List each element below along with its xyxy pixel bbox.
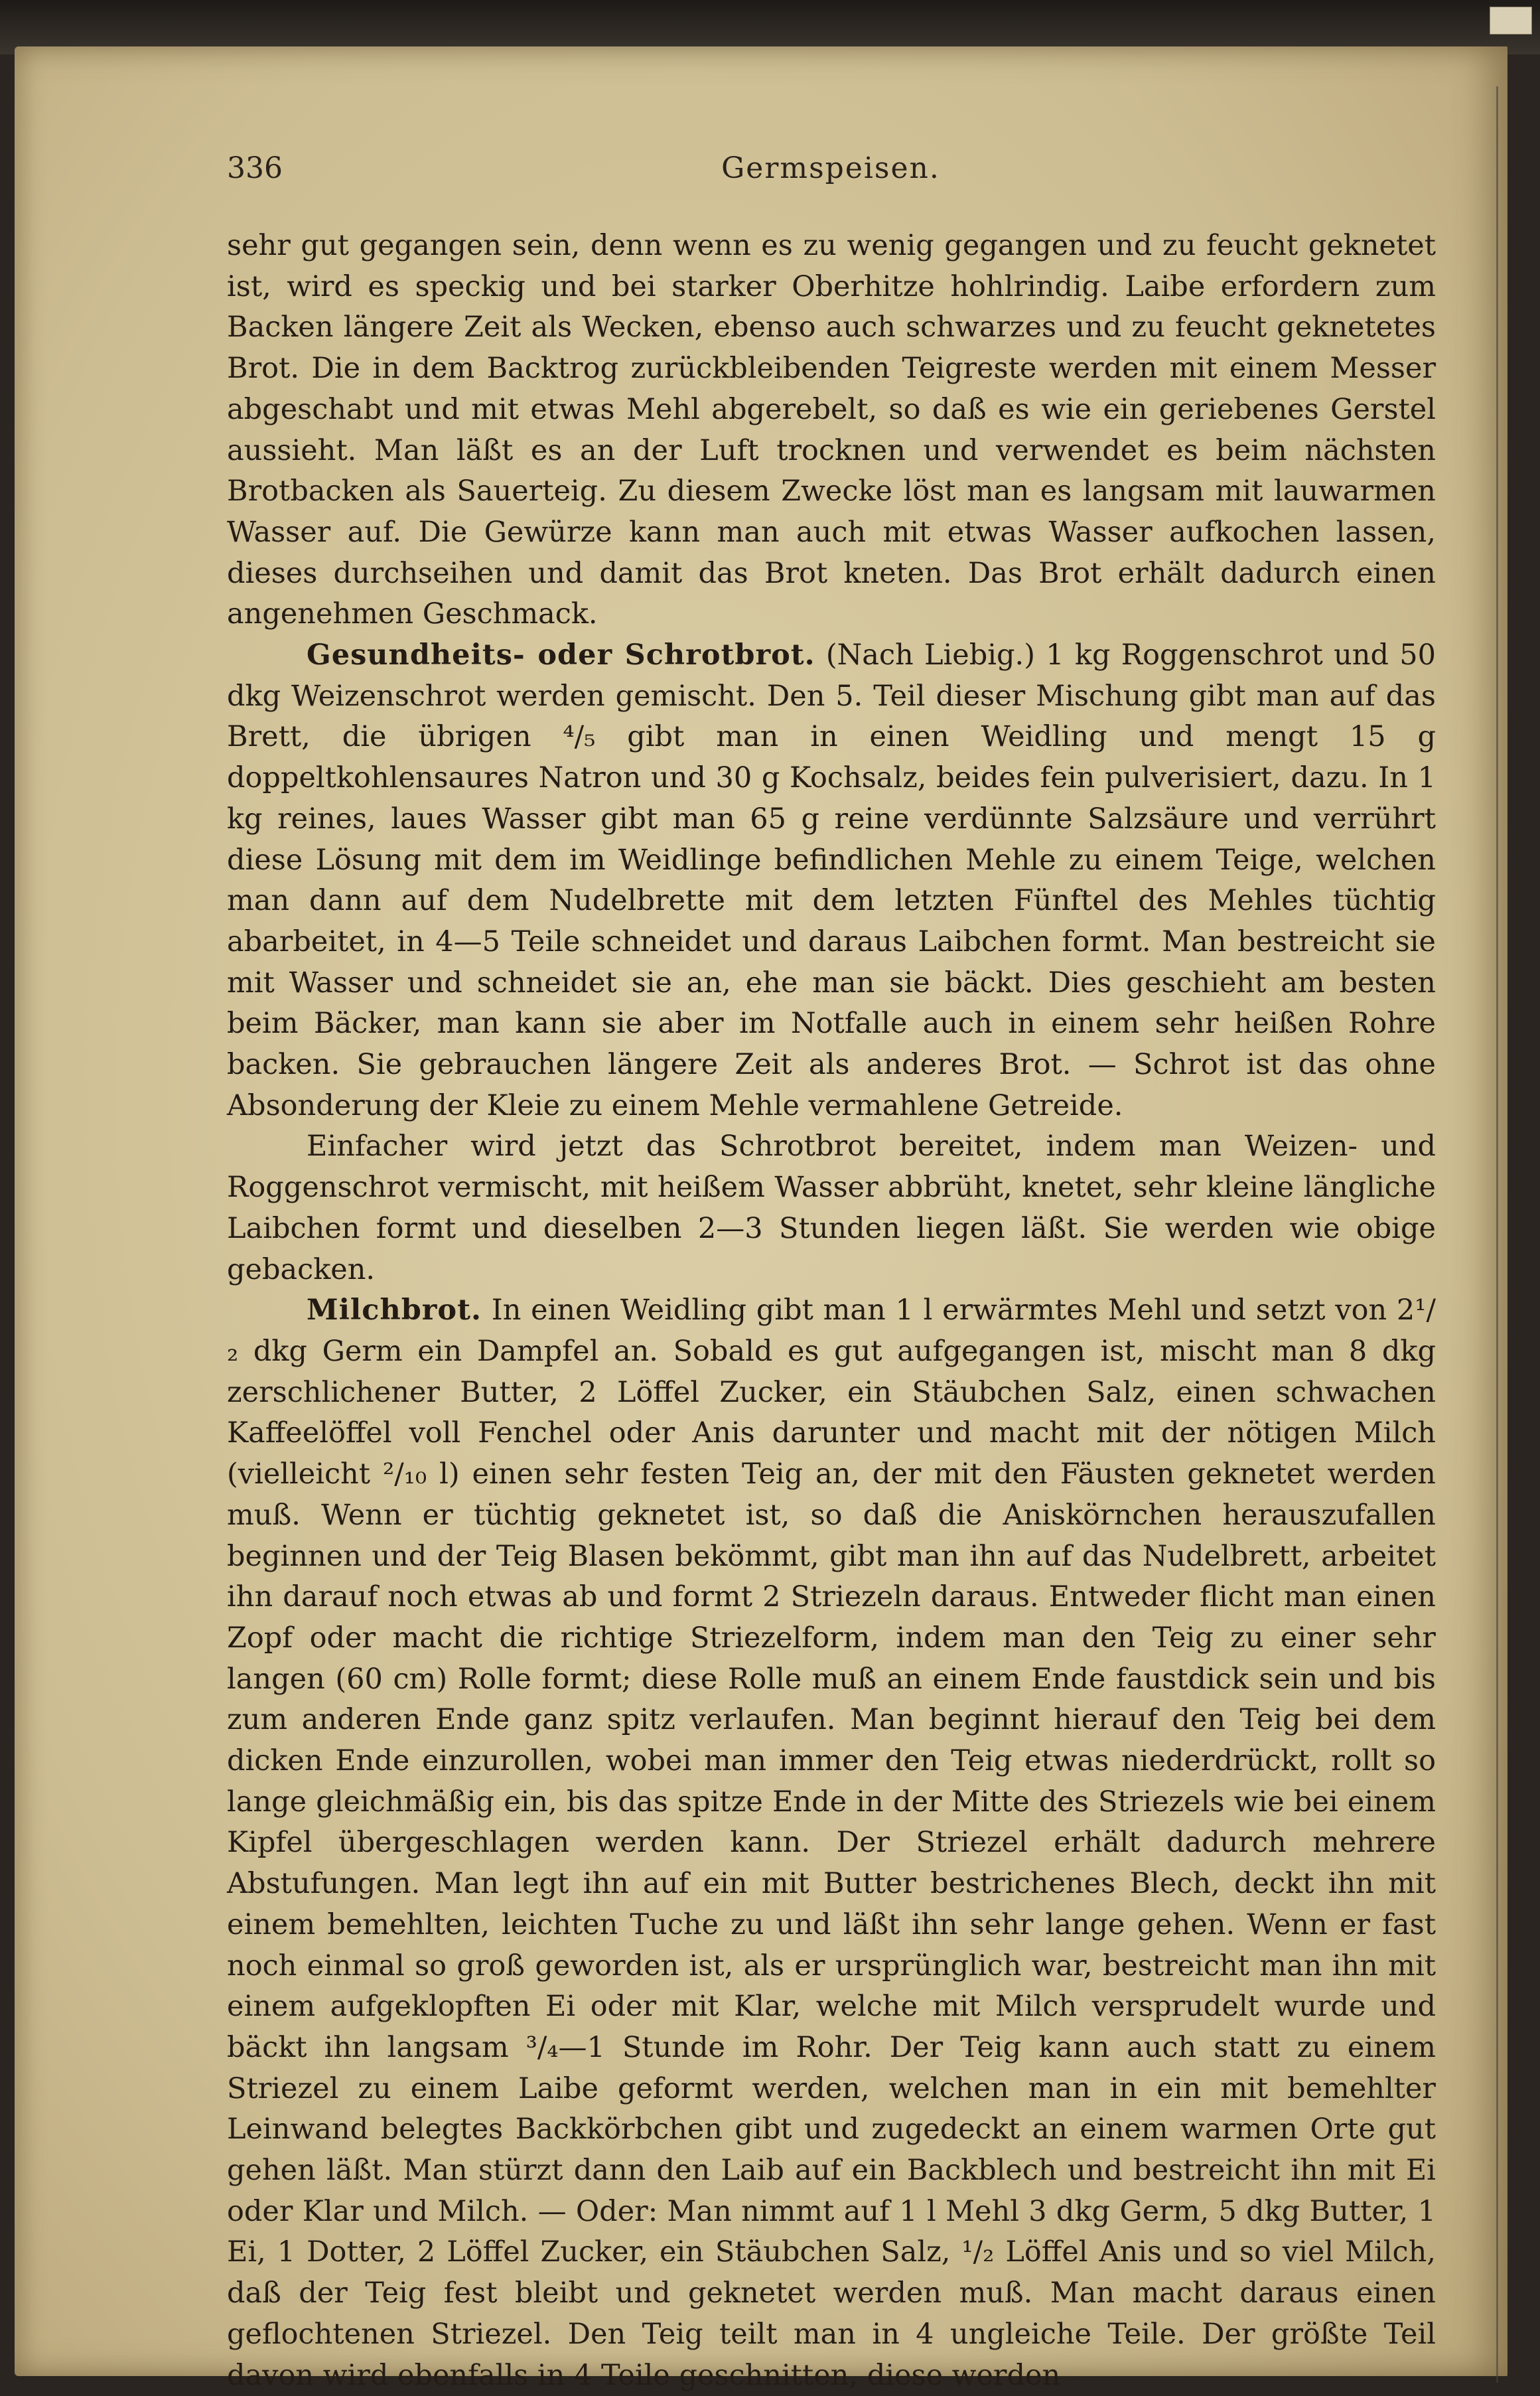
recipe-heading-milchbrot: Milchbrot. (307, 1294, 482, 1327)
page-number: 336 (227, 151, 283, 185)
paragraph-text: Einfacher wird jetzt das Schrotbrot bereitet, indem man Weizen- und Roggenschrot vermischt, mit heißem Wasser abbrüht, knetet, sehr kleine längliche Laibchen formt und dieselben 2—3 Stunden liegen läßt. Sie werden wie obige gebacken. (227, 1130, 1436, 1286)
scanner-tab (1490, 7, 1532, 35)
paragraph-text: sehr gut gegangen sein, denn wenn es zu wenig gegangen und zu feucht geknetet ist, wird es speckig und bei starker Oberhitze hohlrindig. Laibe erfordern zum Backen längere Zeit als Wecken, ebenso auch schwarzes und zu feucht geknetetes Brot. Die in dem Backtrog zurückbleibenden Teigreste werden mit einem Messer abgeschabt und mit etwas Mehl abgerebelt, so daß es wie ein geriebenes Gerstel aussieht. Man läßt es an der Luft trocknen und verwendet es beim nächsten Brotbacken als Sauerteig. Zu diesem Zwecke löst man es langsam mit lauwarmen Wasser auf. Die Gewürze kann man auch mit etwas Wasser aufkochen lassen, dieses durchseihen und damit das Brot kneten. Das Brot erhält dadurch einen angenehmen Geschmack. (227, 229, 1436, 631)
paragraph-einfacher (227, 1126, 1436, 1290)
page-edge (1496, 86, 1498, 2383)
paragraph-text: In einen Weidling gibt man 1 l erwärmtes Mehl und setzt von 2¹/₂ dkg Germ ein Dampfel an. Sobald es gut aufgegangen ist, mischt man 8 dkg zerschlichener Butter, 2 Löffel Zucker, ein Stäubchen Salz, einen schwachen Kaffeelöffel voll Fenchel oder Anis darunter und macht mit der nötigen Milch (vielleicht ²/₁₀ l) einen sehr festen Teig an, der mit den Fäusten geknetet werden muß. Wenn er tüchtig geknetet ist, so daß die Aniskörnchen herauszufallen beginnen und der Teig Blasen bekömmt, gibt man ihn auf das Nudelbrett, arbeitet ihn darauf noch etwas ab und formt 2 Striezeln daraus. Entweder flicht man einen Zopf oder macht die richtige Striezelform, indem man den Teig zu einer sehr langen (60 cm) Rolle formt; diese Rolle muß an einem Ende faustdick sein und bis zum anderen Ende ganz spitz verlaufen. Man beginnt hierauf den Teig bei dem dicken Ende einzurollen, wobei man immer den Teig etwas niederdrückt, rollt so lange gleichmäßig ein, bis das spitze Ende in der Mitte des Striezels wie bei einem Kipfel übergeschlagen werden kann. Der Striezel erhält dadurch mehrere Abstufungen. Man legt ihn auf ein mit Butter bestrichenes Blech, deckt ihn mit einem bemehlten, leichten Tuche zu und läßt ihn sehr lange gehen. Wenn er fast noch einmal so groß geworden ist, als er ursprünglich war, bestreicht man ihn mit einem aufgeklopften Ei oder mit Klar, welche mit Milch versprudelt wurde und bäckt ihn langsam ³/₄—1 Stunde im Rohr. Der Teig kann auch statt zu einem Striezel zu einem Laibe geformt werden, welchen man in ein mit bemehlter Leinwand belegtes Backkörbchen gibt und zugedeckt an einem warmen Orte gut gehen läßt. Man stürzt dann den Laib auf ein Backblech und bestreicht ihn mit Ei oder Klar und Milch. — Oder: Man nimmt auf 1 l Mehl 3 dkg Germ, 5 dkg Butter, 1 Ei, 1 Dotter, 2 Löffel Zucker, ein Stäubchen Salz, ¹/₂ Löffel Anis und so viel Milch, daß der Teig fest bleibt und geknetet werden muß. Man macht daraus einen geflochtenen Striezel. Den Teig teilt man in 4 ungleiche Teile. Der größte Teil davon wird ebenfalls in 4 Teile geschnitten, diese werden (227, 1294, 1436, 2392)
paragraph-text: (Nach Liebig.) 1 kg Roggenschrot und 50 dkg Weizenschrot werden gemischt. Den 5. Teil dieser Mischung gibt man auf das Brett, die übrigen ⁴/₅ gibt man in einen Weidling und mengt 15 g doppeltkohlensaures Natron und 30 g Kochsalz, beides fein pulverisiert, dazu. In 1 kg reines, laues Wasser gibt man 65 g reine verdünnte Salzsäure und verrührt diese Lösung mit dem im Weidlinge befindlichen Mehle zu einem Teige, welchen man dann auf dem Nudelbrette mit dem letzten Fünftel des Mehles tüchtig abarbeitet, in 4—5 Teile schneidet und daraus Laibchen formt. Man bestreicht sie mit Wasser und schneidet sie an, ehe man sie bäckt. Dies geschieht am besten beim Bäcker, man kann sie aber im Notfalle auch in einem sehr heißen Rohre backen. Sie gebrauchen längere Zeit als anderes Brot. — Schrot ist das ohne Absonderung der Kleie zu einem Mehle vermahlene Getreide. (227, 638, 1436, 1122)
running-title: Germspeisen. (721, 151, 940, 185)
paragraph-continuation (227, 226, 1436, 635)
page-header (227, 151, 1435, 191)
body-text (227, 226, 1436, 2396)
paragraph-milchbrot (227, 1290, 1436, 2396)
paragraph-schrotbrot (227, 635, 1436, 1126)
recipe-heading-schrotbrot: Gesundheits- oder Schrotbrot. (307, 638, 815, 672)
